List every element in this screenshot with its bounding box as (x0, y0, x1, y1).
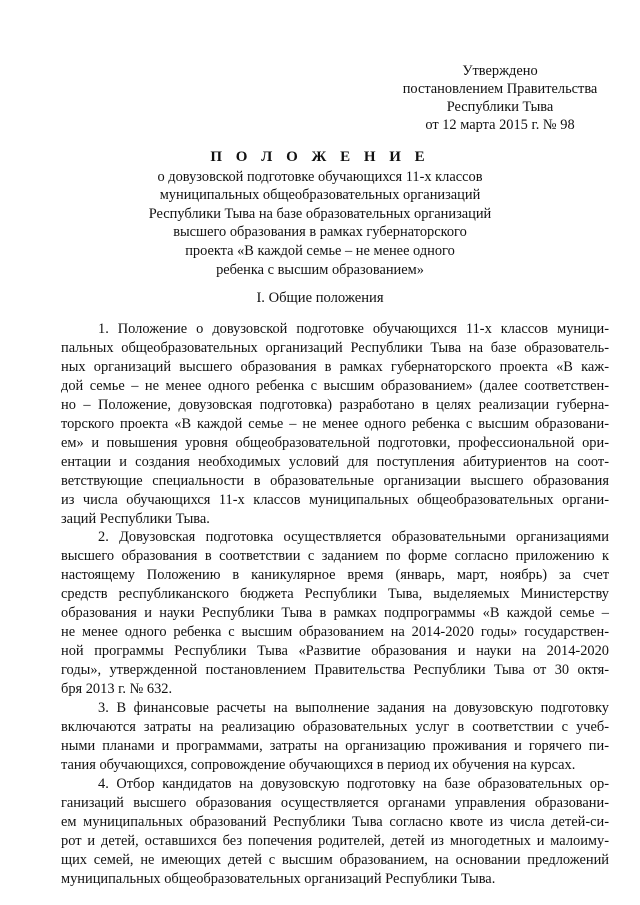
paragraph-1 (61, 320, 609, 528)
section-heading: I. Общие положения (256, 290, 384, 306)
document-subtitle-line: проекта «В каждой семье – не менее одного (185, 242, 455, 259)
paragraph-line: средств республиканского бюджета Республики Тыва, выделяемых Министерству (61, 586, 609, 603)
paragraph-line: 1. Положение о довузовской подготовке обучающихся 11-х классов муници- (98, 321, 609, 337)
approval-line: от 12 марта 2015 г. № 98 (425, 117, 575, 133)
paragraph-line: 4. Отбор кандидатов на довузовскую подготовку на базе образовательных ор- (98, 775, 609, 792)
paragraph-line: годы», утвержденной постановлением Правительства Республики Тыва от 30 октя- (61, 662, 609, 679)
paragraph-3 (61, 699, 609, 775)
paragraph-2 (61, 528, 609, 699)
document-body (61, 320, 609, 889)
document-subtitle-line: о довузовской подготовке обучающихся 11-х классов (157, 168, 483, 185)
paragraph-line: высшего образования в соответствии с заданием по форме согласно приложению к (61, 548, 609, 565)
paragraph-line: настоящему Положению в каникулярное время (январь, март, ноябрь) за счет (61, 567, 609, 584)
paragraph-line: бря 2013 г. № 632. (61, 681, 173, 698)
paragraph-line: из числа обучающихся 11-х классов муниципальных общеобразовательных органи- (61, 491, 609, 508)
approval-line: постановлением Правительства (402, 81, 598, 97)
paragraph-line: ных организаций высшего образования в рамках губернаторского проекта «В каж- (61, 358, 609, 375)
paragraph-line: щих семей, не имеющих детей с высшим образованием, на основании предложений (61, 851, 609, 868)
paragraph-line: муниципальных общеобразовательных организаций Республики Тыва. (61, 870, 496, 887)
paragraph-line: ной программы Республики Тыва «Развитие образования и науки на 2014-2020 (61, 643, 609, 660)
paragraph-line: дой семье – не менее одного ребенка с высшим образованием» (далее соответствен- (61, 377, 609, 394)
paragraph-line: ными планами и программами, затраты на организацию проживания и горячего пи- (61, 737, 609, 754)
paragraph-line: не менее одного ребенка с высшим образованием на 2014-2020 годы» государствен- (61, 624, 609, 641)
document-title: П О Л О Ж Е Н И Е (210, 149, 430, 165)
paragraph-line: рот и детей, оставшихся без попечения родителей, детей из многодетных и малоиму- (61, 832, 609, 849)
approval-line: Утверждено (462, 63, 538, 79)
paragraph-line: но – Положение, довузовская подготовка) разработано в целях реализации губерна- (61, 396, 609, 413)
paragraph-line: включаются затраты на реализацию образовательных услуг в соответствии с учеб- (61, 719, 609, 736)
paragraph-line: ем» и повышения уровня общеобразовательной подготовки, профессиональной ори- (61, 434, 609, 451)
approval-line: Республики Тыва (446, 99, 554, 115)
paragraph-line: пальных общеобразовательных организаций Республики Тыва на базе образователь- (61, 339, 609, 356)
paragraph-line: образования и науки Республики Тыва в рамках подпрограммы «В каждой семье – (61, 605, 609, 622)
paragraph-line: торского проекта «В каждой семье – не менее одного ребенка с высшим образовани- (61, 415, 609, 432)
document-subtitle-line: Республики Тыва на базе образовательных организаций (148, 205, 492, 222)
document-subtitle-line: ребенка с высшим образованием» (216, 261, 424, 278)
paragraph-line: 3. В финансовые расчеты на выполнение задания на довузовскую подготовку (98, 700, 609, 717)
paragraph-line: ганизаций высшего образования осуществляется органами управления образовани- (61, 794, 609, 811)
approval-stamp (360, 62, 640, 134)
paragraph-4 (61, 775, 609, 889)
paragraph-line: 2. Довузовская подготовка осуществляется образовательными организациями (98, 529, 609, 546)
paragraph-line: тания обучающихся, сопровождение обучающихся в период их обучения на курсах. (61, 756, 576, 773)
paragraph-line: ветствующие специальности в образовательные организации высшего образования (61, 472, 609, 489)
paragraph-line: ентации и создания необходимых условий для поступления абитуриентов на соот- (61, 453, 609, 470)
document-subtitle-line: высшего образования в рамках губернаторского (173, 224, 467, 241)
document-subtitle-line: муниципальных общеобразовательных организаций (159, 187, 481, 204)
document-header (40, 148, 600, 279)
paragraph-line: ем муниципальных образований Республики Тыва согласно квоте из числа детей-си- (61, 813, 609, 830)
paragraph-line: заций Республики Тыва. (61, 510, 210, 527)
